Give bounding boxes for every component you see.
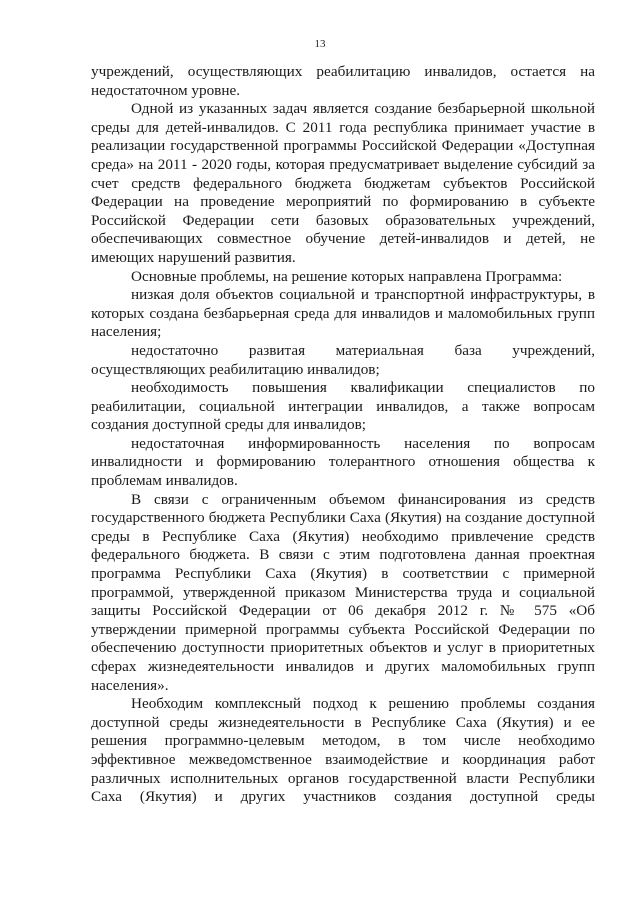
paragraph: В связи с ограниченным объемом финансирования из средств государственного бюджета Республики Саха (Якутия) на создание доступной среды в Республике Саха (Якутия) необходимо привлечение средств федерального бюджета. В связи с этим подготовлена данная проектная программа Республики Саха (Якутия) в соответствии с примерной программой, утвержденной приказом Министерства труда и социальной защиты Российской Федерации от 06 декабря 2012 г. № 575 «Об утверждении примерной программы субъекта Российской Федерации по обеспечению доступности приоритетных объектов и услуг в приоритетных сферах жизнедеятельности инвалидов и других маломобильных групп населения». <box>91 490 595 694</box>
paragraph: Основные проблемы, на решение которых направлена Программа: <box>131 267 563 285</box>
list-item: необходимость повышения квалификации специалистов по реабилитации, социальной интеграции инвалидов, а также вопросам создания доступной среды для инвалидов; <box>91 379 595 434</box>
paragraph: Одной из указанных задач является создание безбарьерной школьной среды для детей-инвалидов. С 2011 года республика принимает участие в реализации государственной программы Российской Федерации «Доступная среда» на 2011 - 2020 годы, которая предусматривает выделение субсидий за счет средств федерального бюджета бюджетам субъектов Российской Федерации на проведение мероприятий по формированию в субъекте Российской Федерации сети базовых образовательных учреждений, обеспечивающих совместное обучение детей-инвалидов и детей, не имеющих нарушений развития. <box>91 100 595 266</box>
paragraph: Необходим комплексный подход к решению проблемы создания доступной среды жизнедеятельности в Республике Саха (Якутия) и ее решения программно-целевым методом, в том числе необходимо эффективное межведомственное взаимодействие и координация работ различных исполнительных органов государственной власти Республики Саха (Якутия) и других участников создания доступной среды <box>91 695 595 806</box>
list-item: недостаточная информированность населения по вопросам инвалидности и формированию толерантного отношения общества к проблемам инвалидов. <box>91 434 595 490</box>
list-item: недостаточно развитая материальная база учреждений, осуществляющих реабилитацию инвалидов; <box>91 341 595 378</box>
paragraph: учреждений, осуществляющих реабилитацию инвалидов, остается на недостаточном уровне. <box>91 63 595 99</box>
list-item: низкая доля объектов социальной и транспортной инфраструктуры, в которых создана безбарьерная среда для инвалидов и маломобильных групп населения; <box>91 286 595 341</box>
body-text <box>91 63 595 807</box>
page-number: 13 <box>314 38 326 50</box>
